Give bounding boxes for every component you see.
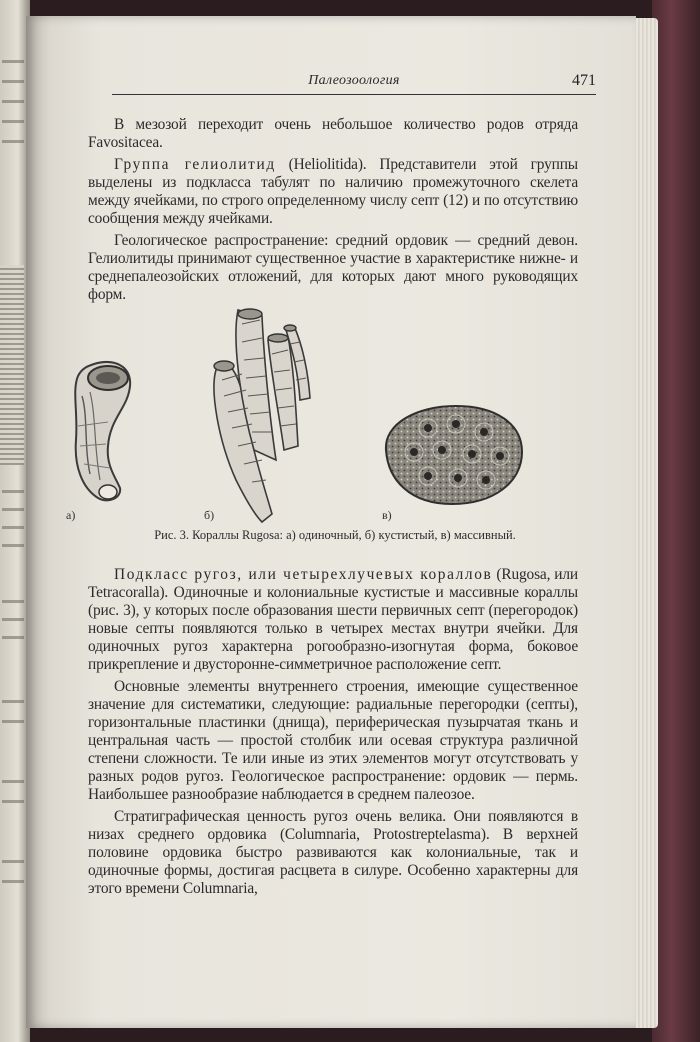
running-head-title: Палеозоология bbox=[308, 73, 400, 88]
figure-label-c: в) bbox=[382, 508, 392, 522]
coral-bushy-figure bbox=[196, 300, 316, 530]
paragraph: Стратиграфическая ценность ругоз очень велика. Они появляются в низах среднего ордовика (Columnaria, Protostreptelasma). В верхней половине ордовика быстро развиваются как колониальные, так и одиночные формы, достигая расцвета в силуре. Особенно характерны для этого времени Columnaria, bbox=[88, 808, 578, 897]
left-page-figure bbox=[0, 265, 24, 465]
book-page bbox=[26, 16, 636, 1028]
running-head bbox=[112, 72, 596, 95]
paragraph-text: (Rugosa, или Tetracoralla). Одиночные и колониальные кустистые и массивные кораллы (рис. 3), у которых после образования шести первичных септ (перегородок) новые септы появляются только в четырех местах внутри ячейки. Для одиночных ругоз характерна рогообразно-изогнутая форма, боковое прикрепление и двусторонне-симметричное расположение септ. bbox=[88, 566, 578, 673]
figure-label-a: а) bbox=[66, 508, 76, 522]
book-cover bbox=[652, 0, 700, 1042]
page-number: 471 bbox=[572, 72, 596, 89]
paragraph bbox=[88, 156, 578, 228]
text-block-bottom bbox=[88, 566, 578, 902]
paragraph: Основные элементы внутреннего строения, имеющие существенное значение для систематики, следующие: радиальные перегородки (септы), горизонтальные пластинки (днища), периферическая пузырчатая ткань и центральная часть — простой столбик или осевая структура различной степени сложности. Те или иные из этих элементов могут отсутствовать у разных родов ругоз. Геологическое распространение: ордовик — пермь. Наибольшее разнообразие наблюдается в среднем палеозое. bbox=[88, 678, 578, 803]
coral-solitary-figure bbox=[64, 356, 136, 506]
paragraph bbox=[88, 566, 578, 674]
paragraph-text: (Heliolitida). Представители этой группы выделены из подкласса табулят по наличию промежуточного скелета между ячейками, по строго определенному числу септ (12) и по отсутствию сообщения между ячейками. bbox=[88, 156, 578, 227]
figure-caption: Рис. 3. Кораллы Rugosa: а) одиночный, б) кустистый, в) массивный. bbox=[154, 528, 516, 542]
paragraph-lead: Группа гелиолитид bbox=[114, 156, 276, 173]
figure-label-b: б) bbox=[204, 508, 215, 522]
paragraph: В мезозой переходит очень небольшое количество родов отряда Favositacea. bbox=[88, 116, 578, 151]
paragraph: Геологическое распространение: средний ордовик — средний девон. Гелиолитиды принимают существенное участие в характеристике нижне- и среднепалеозойских отложений, для которых дают много руководящих форм. bbox=[88, 232, 578, 303]
text-block-top bbox=[88, 116, 578, 308]
paragraph-lead: Подкласс ругоз, или четырехлучевых кораллов bbox=[114, 566, 493, 583]
coral-massive-figure bbox=[376, 400, 526, 510]
